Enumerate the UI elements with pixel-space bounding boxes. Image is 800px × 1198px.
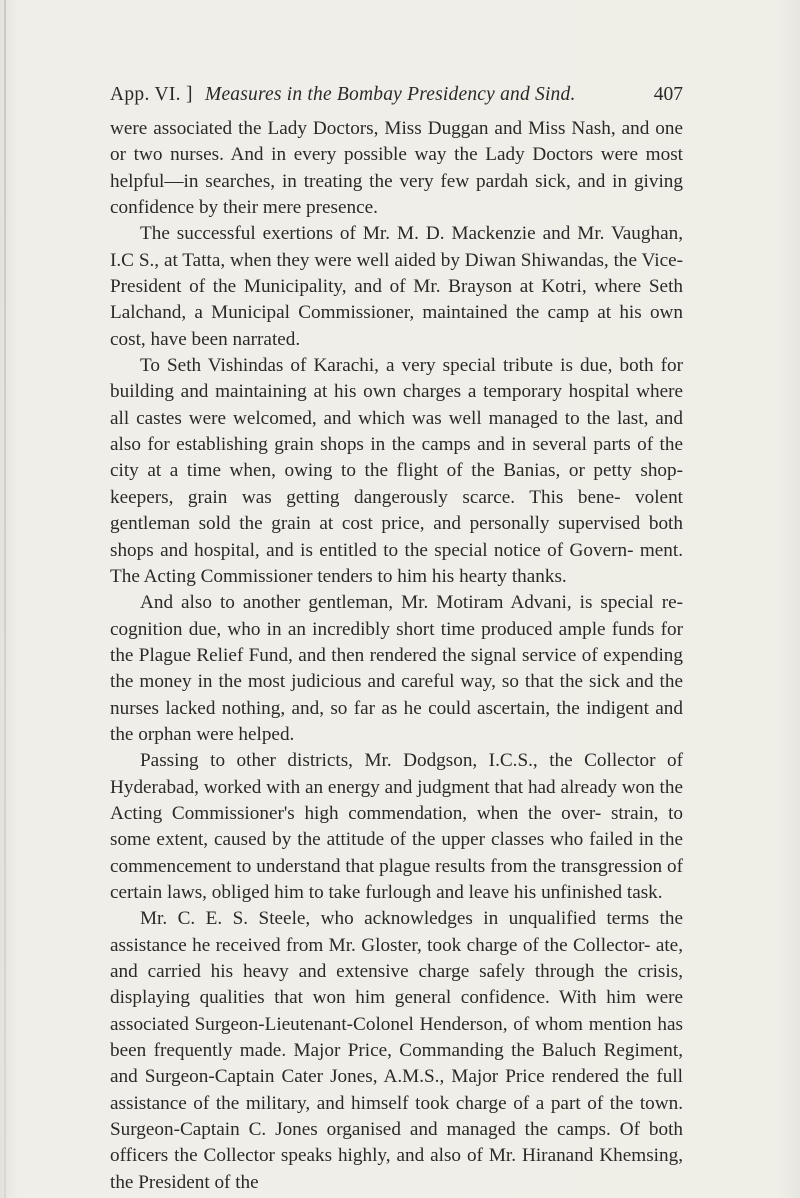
running-title: Measures in the Bombay Presidency and Sind. bbox=[205, 84, 576, 105]
paragraph: And also to another gentleman, Mr. Motiram Advani, is special re- cognition due, who in an incredibly short time produced ample funds for the Plague Relief Fund, and then rendered the signal service of expending the money in the most judicious and careful way, so that the sick and the nurses lacked nothing, and, so far as he could ascertain, the indigent and the orphan were helped. bbox=[110, 592, 683, 745]
paragraph: The successful exertions of Mr. M. D. Mackenzie and Mr. Vaughan, I.C S., at Tatta, when they were well aided by Diwan Shiwandas, the Vice-President of the Municipality, and of Mr. Brayson at Kotri, where Seth Lalchand, a Municipal Commissioner, maintained the camp at his own cost, have been narrated. bbox=[110, 223, 683, 350]
body-text bbox=[110, 116, 683, 1196]
appendix-label: App. VI. ] bbox=[110, 84, 193, 105]
binding-edge bbox=[4, 0, 6, 1198]
paragraph: were associated the Lady Doctors, Miss Duggan and Miss Nash, and one or two nurses. And in every possible way the Lady Doctors were most helpful—in searches, in treating the very few pardah sick, and in giving confidence by their mere presence. bbox=[110, 118, 683, 219]
paragraph: Mr. C. E. S. Steele, who acknowledges in unqualified terms the assistance he received from Mr. Gloster, took charge of the Collector- ate, and carried his heavy and extensive charge safely through the crisis, displaying qualities that won him general confidence. With him were associated Surgeon-Lieutenant-Colonel Henderson, of whom mention has been frequently made. Major Price, Commanding the Baluch Regiment, and Surgeon-Captain Cater Jones, A.M.S., Major Price rendered the full assistance of the military, and himself took charge of a part of the town. Surgeon-Captain C. Jones organised and managed the camps. Of both officers the Collector speaks highly, and also of Mr. Hiranand Khemsing, the President of the bbox=[110, 908, 683, 1193]
page-number: 407 bbox=[653, 84, 683, 105]
running-header bbox=[110, 80, 683, 110]
paragraph: To Seth Vishindas of Karachi, a very special tribute is due, both for building and maintaining at his own charges a temporary hospital where all castes were welcomed, and which was well managed to the last, and also for establishing grain shops in the camps and in several parts of the city at a time when, owing to the flight of the Banias, or petty shop-keepers, grain was getting dangerously scarce. This bene- volent gentleman sold the grain at cost price, and personally supervised both shops and hospital, and is entitled to the special notice of Govern- ment. The Acting Commissioner tenders to him his hearty thanks. bbox=[110, 355, 683, 587]
paragraph: Passing to other districts, Mr. Dodgson, I.C.S., the Collector of Hyderabad, worked with an energy and judgment that had already won the Acting Commissioner's high commendation, when the over- strain, to some extent, caused by the attitude of the upper classes who failed in the commencement to understand that plague results from the transgression of certain laws, obliged him to take furlough and leave his unfinished task. bbox=[110, 750, 683, 903]
